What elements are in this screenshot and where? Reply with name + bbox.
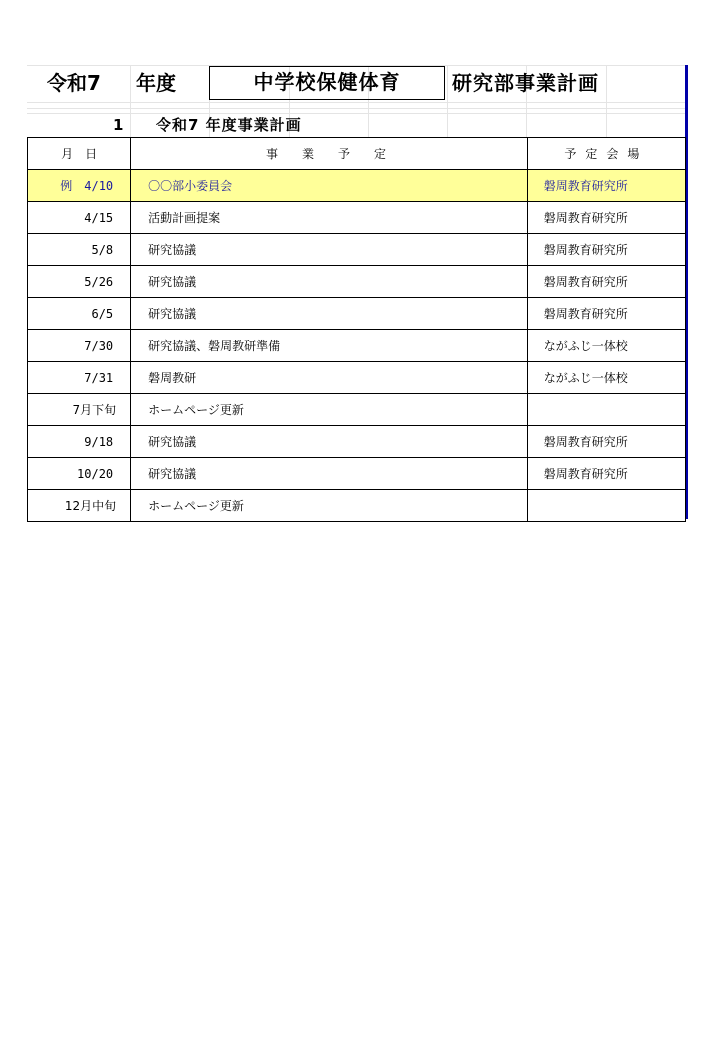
row-venue: 磐周教育研究所 bbox=[527, 234, 685, 266]
row-event: 研究協議 bbox=[131, 458, 528, 490]
table-row bbox=[28, 234, 686, 266]
header-date: 月 日 bbox=[28, 138, 131, 170]
row-event: 磐周教研 bbox=[131, 362, 528, 394]
row-venue bbox=[527, 490, 685, 522]
row-venue: 磐周教育研究所 bbox=[527, 298, 685, 330]
row-event: 研究協議、磐周教研準備 bbox=[131, 330, 528, 362]
row-date: 例 4/10 bbox=[28, 170, 131, 202]
table-row bbox=[28, 202, 686, 234]
table-row bbox=[28, 426, 686, 458]
row-event: 研究協議 bbox=[131, 266, 528, 298]
row-date: 6/5 bbox=[28, 298, 131, 330]
row-event: 〇〇部小委員会 bbox=[131, 170, 528, 202]
row-date: 12月中旬 bbox=[28, 490, 131, 522]
row-date: 5/8 bbox=[28, 234, 131, 266]
row-event: 研究協議 bbox=[131, 426, 528, 458]
row-venue: 磐周教育研究所 bbox=[527, 426, 685, 458]
subheading-text: 令和7 年度事業計画 bbox=[156, 116, 302, 134]
table-row bbox=[28, 362, 686, 394]
title-era: 令和7 bbox=[47, 71, 101, 95]
row-event: 研究協議 bbox=[131, 298, 528, 330]
header-venue: 予定会場 bbox=[527, 138, 685, 170]
row-event: ホームページ更新 bbox=[131, 490, 528, 522]
title-row bbox=[27, 65, 685, 102]
row-venue: ながふじ一体校 bbox=[527, 330, 685, 362]
title-year-label: 年度 bbox=[136, 71, 176, 95]
row-date: 7/31 bbox=[28, 362, 131, 394]
table-row bbox=[28, 394, 686, 426]
row-venue: 磐周教育研究所 bbox=[527, 202, 685, 234]
gridline bbox=[27, 102, 685, 103]
subheading-row bbox=[27, 114, 685, 136]
row-event: 活動計画提案 bbox=[131, 202, 528, 234]
row-date: 9/18 bbox=[28, 426, 131, 458]
row-date: 10/20 bbox=[28, 458, 131, 490]
row-venue: 磐周教育研究所 bbox=[527, 170, 685, 202]
row-date: 5/26 bbox=[28, 266, 131, 298]
row-event: 研究協議 bbox=[131, 234, 528, 266]
table-header-row bbox=[28, 138, 686, 170]
row-venue: ながふじ一体校 bbox=[527, 362, 685, 394]
row-venue: 磐周教育研究所 bbox=[527, 266, 685, 298]
gridline bbox=[27, 108, 685, 109]
row-date: 7月下旬 bbox=[28, 394, 131, 426]
schedule-table bbox=[27, 137, 686, 522]
table-row bbox=[28, 490, 686, 522]
title-boxed-subject: 中学校保健体育 bbox=[209, 66, 445, 100]
table-row bbox=[28, 266, 686, 298]
header-event: 事 業 予 定 bbox=[131, 138, 528, 170]
row-venue bbox=[527, 394, 685, 426]
table-row bbox=[28, 330, 686, 362]
subheading-number: 1 bbox=[113, 116, 124, 134]
title-suffix: 研究部事業計画 bbox=[452, 71, 599, 95]
table-row bbox=[28, 458, 686, 490]
row-event: ホームページ更新 bbox=[131, 394, 528, 426]
table-row bbox=[28, 298, 686, 330]
row-venue: 磐周教育研究所 bbox=[527, 458, 685, 490]
table-row-example bbox=[28, 170, 686, 202]
row-date: 4/15 bbox=[28, 202, 131, 234]
row-date: 7/30 bbox=[28, 330, 131, 362]
